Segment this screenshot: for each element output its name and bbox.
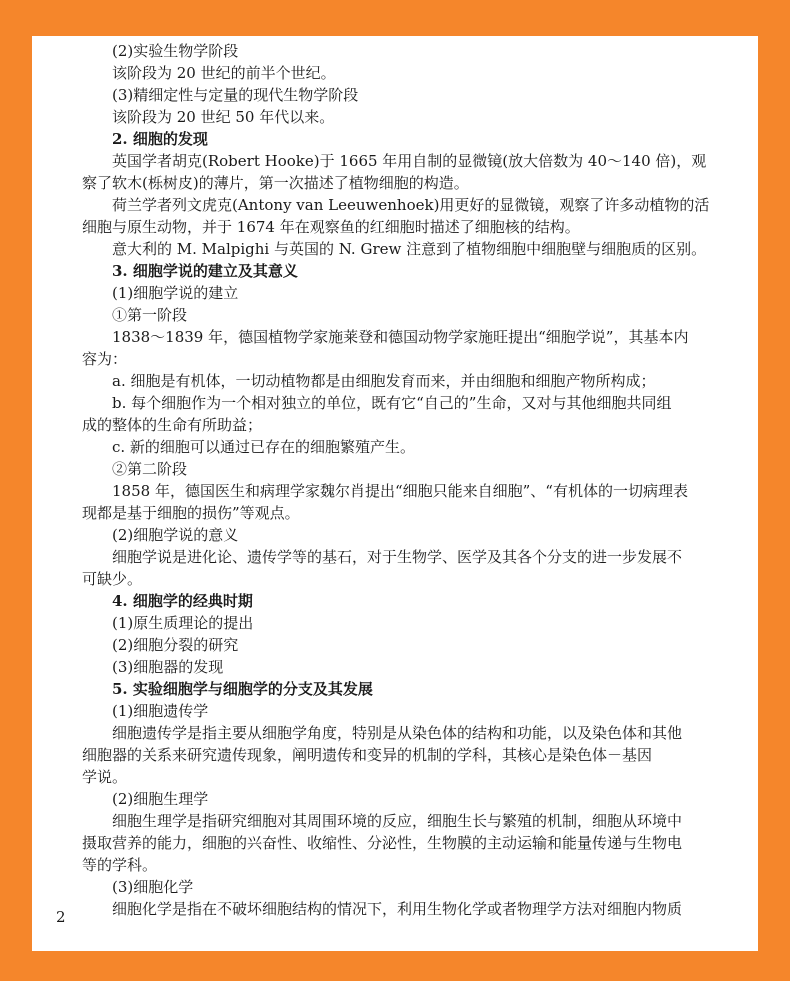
- paragraph-line: 英国学者胡克(Robert Hooke)于 1665 年用自制的显微镜(放大倍数为 40～140 倍)，观: [112, 152, 707, 170]
- paragraph: 意大利的 M. Malpighi 与英国的 N. Grew 注意到了植物细胞中细胞壁与细胞质的区别。: [112, 240, 707, 258]
- list-item: (1)原生质理论的提出: [112, 614, 254, 632]
- list-item: (2)细胞学说的意义: [112, 526, 239, 544]
- paragraph-line: 细胞化学是指在不破坏细胞结构的情况下，利用生物化学或者物理学方法对细胞内物质: [112, 900, 683, 918]
- paragraph-line: 荷兰学者列文虎克(Antony van Leeuwenhoek)用更好的显微镜，观察了许多动植物的活: [112, 196, 710, 214]
- paragraph-line: 1858 年，德国医生和病理学家魏尔肖提出“细胞只能来自细胞”、“有机体的一切病理表: [112, 482, 688, 500]
- paragraph-line: 等的学科。: [82, 856, 158, 874]
- list-item: (3)精细定性与定量的现代生物学阶段: [112, 86, 359, 104]
- paragraph-line: 成的整体的生命有所助益；: [82, 416, 263, 434]
- paragraph-line: b. 每个细胞作为一个相对独立的单位，既有它“自己的”生命，又对与其他细胞共同组: [112, 394, 672, 412]
- page-number: 2: [56, 908, 66, 926]
- paragraph-line: 现都是基于细胞的损伤”等观点。: [82, 504, 300, 522]
- paragraph-line: 容为：: [82, 350, 128, 368]
- page: [32, 36, 758, 951]
- list-item: ①第一阶段: [112, 306, 188, 324]
- paragraph-line: 细胞学说是进化论、遗传学等的基石，对于生物学、医学及其各个分支的进一步发展不: [112, 548, 683, 566]
- list-item: (3)细胞化学: [112, 878, 194, 896]
- list-item: a. 细胞是有机体，一切动植物都是由细胞发育而来，并由细胞和细胞产物所构成；: [112, 372, 656, 390]
- section-heading: 3. 细胞学说的建立及其意义: [112, 262, 298, 280]
- paragraph-line: 细胞生理学是指研究细胞对其周围环境的反应，细胞生长与繁殖的机制，细胞从环境中: [112, 812, 683, 830]
- paragraph: 该阶段为 20 世纪 50 年代以来。: [112, 108, 335, 126]
- text-body: [82, 40, 742, 920]
- section-heading: 4. 细胞学的经典时期: [112, 592, 253, 610]
- paragraph-line: 摄取营养的能力，细胞的兴奋性、收缩性、分泌性，生物膜的主动运输和能量传递与生物电: [82, 834, 683, 852]
- paragraph-line: 察了软木(栎树皮)的薄片，第一次描述了植物细胞的构造。: [82, 174, 469, 192]
- list-item: (2)细胞分裂的研究: [112, 636, 239, 654]
- list-item: (1)细胞遗传学: [112, 702, 209, 720]
- paragraph: 该阶段为 20 世纪的前半个世纪。: [112, 64, 336, 82]
- paragraph-line: 可缺少。: [82, 570, 143, 588]
- list-item: (2)实验生物学阶段: [112, 42, 239, 60]
- list-item: (1)细胞学说的建立: [112, 284, 239, 302]
- section-heading: 5. 实验细胞学与细胞学的分支及其发展: [112, 680, 373, 698]
- paragraph-line: 细胞与原生动物，并于 1674 年在观察鱼的红细胞时描述了细胞核的结构。: [82, 218, 580, 236]
- section-heading: 2. 细胞的发现: [112, 130, 208, 148]
- list-item: (2)细胞生理学: [112, 790, 209, 808]
- list-item: ②第二阶段: [112, 460, 188, 478]
- paragraph-line: 细胞器的关系来研究遗传现象，阐明遗传和变异的机制的学科，其核心是染色体－基因: [82, 746, 653, 764]
- list-item: (3)细胞器的发现: [112, 658, 224, 676]
- paragraph-line: 学说。: [82, 768, 128, 786]
- paragraph-line: 1838～1839 年，德国植物学家施莱登和德国动物学家施旺提出“细胞学说”，其基本内: [112, 328, 689, 346]
- list-item: c. 新的细胞可以通过已存在的细胞繁殖产生。: [112, 438, 415, 456]
- paragraph-line: 细胞遗传学是指主要从细胞学角度，特别是从染色体的结构和功能，以及染色体和其他: [112, 724, 683, 742]
